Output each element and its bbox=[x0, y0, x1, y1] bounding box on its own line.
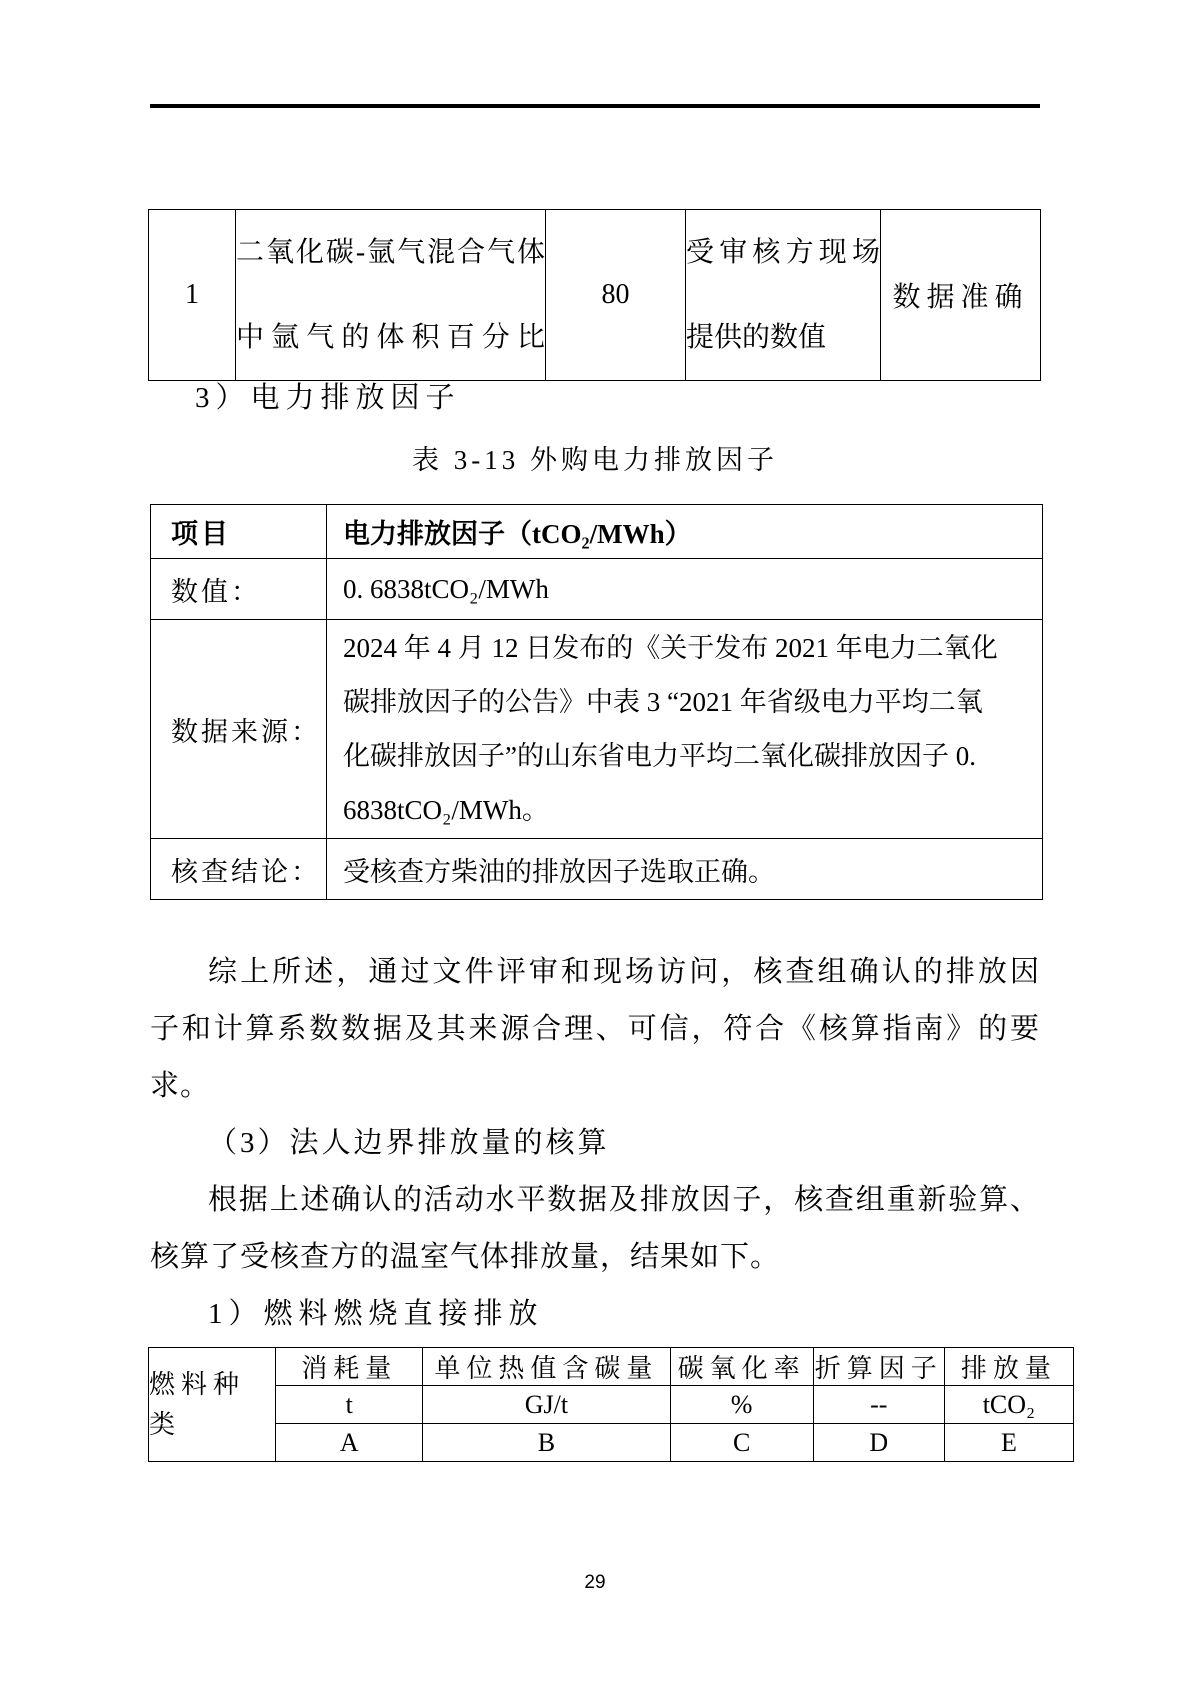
table-row bbox=[149, 1424, 1074, 1462]
cell-value-content: 0. 6838tCO₂/MWh bbox=[327, 559, 1043, 620]
cell-letter: E bbox=[944, 1424, 1073, 1462]
paragraph-line: 综上所述，通过文件评审和现场访问，核查组确认的排放因 bbox=[208, 956, 1040, 988]
cell-unit: t bbox=[276, 1386, 423, 1424]
cell-data-source: 受审核方现场提供的数值 bbox=[686, 210, 881, 381]
paragraph-line: 子和计算系数数据及其来源合理、可信，符合《核算指南》的要 bbox=[150, 1013, 1040, 1045]
cell-fuel-type-header: 燃料种类 bbox=[149, 1348, 276, 1462]
cell-source-content bbox=[327, 620, 1043, 839]
paragraph-line: 核算了受核查方的温室气体排放量，结果如下。 bbox=[150, 1241, 781, 1273]
cell-source-label: 数据来源： bbox=[151, 620, 327, 839]
cell-value-label: 数值： bbox=[151, 559, 327, 620]
cell-header-carbon-content: 单位热值含碳量 bbox=[423, 1348, 670, 1386]
source-text-line: 碳排放因子的公告》中表 3 “2021 年省级电力平均二氧 bbox=[343, 687, 983, 717]
fuel-combustion-table bbox=[148, 1347, 1074, 1462]
cell-header-conversion-factor: 折算因子 bbox=[813, 1348, 944, 1386]
cell-header-consumption: 消耗量 bbox=[276, 1348, 423, 1386]
cell-unit: -- bbox=[813, 1386, 944, 1424]
cell-unit: % bbox=[670, 1386, 813, 1424]
cell-conclusion-content: 受核查方柴油的排放因子选取正确。 bbox=[327, 839, 1043, 900]
cell-row-number: 1 bbox=[149, 210, 236, 381]
table-row bbox=[151, 559, 1043, 620]
cell-letter: D bbox=[813, 1424, 944, 1462]
cell-parameter-name: 二氧化碳-氩气混合气体中氩气的体积百分比 bbox=[236, 210, 546, 381]
cell-unit: GJ/t bbox=[423, 1386, 670, 1424]
subsection-heading-fuel-combustion: 1）燃料燃烧直接排放 bbox=[208, 1298, 544, 1330]
cell-header-factor: 电力排放因子（tCO₂/MWh） bbox=[327, 505, 1043, 559]
cell-letter: C bbox=[670, 1424, 813, 1462]
paragraph-line: 求。 bbox=[150, 1070, 211, 1102]
cell-header-emission: 排放量 bbox=[944, 1348, 1073, 1386]
table-3-13-caption: 表 3-13 外购电力排放因子 bbox=[412, 445, 778, 475]
subsection-heading-boundary-accounting: （3）法人边界排放量的核算 bbox=[208, 1127, 610, 1159]
table-row bbox=[151, 505, 1043, 559]
source-text-line: 6838tCO₂/MWh。 bbox=[343, 795, 549, 825]
cell-letter: A bbox=[276, 1424, 423, 1462]
section-heading-electricity-factor: 3）电力排放因子 bbox=[195, 382, 461, 414]
source-text-line: 化碳排放因子”的山东省电力平均二氧化碳排放因子 0. bbox=[343, 741, 976, 771]
table-row bbox=[151, 620, 1043, 839]
cell-parameter-value: 80 bbox=[546, 210, 686, 381]
cell-conclusion-label: 核查结论： bbox=[151, 839, 327, 900]
cell-header-item: 项目 bbox=[151, 505, 327, 559]
table-row bbox=[149, 1386, 1074, 1424]
table-row bbox=[149, 1348, 1074, 1386]
cell-letter: B bbox=[423, 1424, 670, 1462]
header-rule bbox=[150, 104, 1040, 108]
paragraph-line: 根据上述确认的活动水平数据及排放因子，核查组重新验算、 bbox=[208, 1184, 1040, 1216]
parameter-verification-table bbox=[148, 209, 1041, 381]
table-row bbox=[151, 839, 1043, 900]
table-row bbox=[149, 210, 1041, 381]
cell-conclusion: 数据准确 bbox=[881, 210, 1041, 381]
electricity-emission-factor-table bbox=[150, 504, 1043, 900]
page-number: 29 bbox=[584, 1572, 606, 1593]
cell-unit: tCO₂ bbox=[944, 1386, 1073, 1424]
source-text-line: 2024 年 4 月 12 日发布的《关于发布 2021 年电力二氧化 bbox=[343, 633, 998, 663]
body-text bbox=[150, 944, 1040, 1343]
cell-header-oxidation-rate: 碳氧化率 bbox=[670, 1348, 813, 1386]
